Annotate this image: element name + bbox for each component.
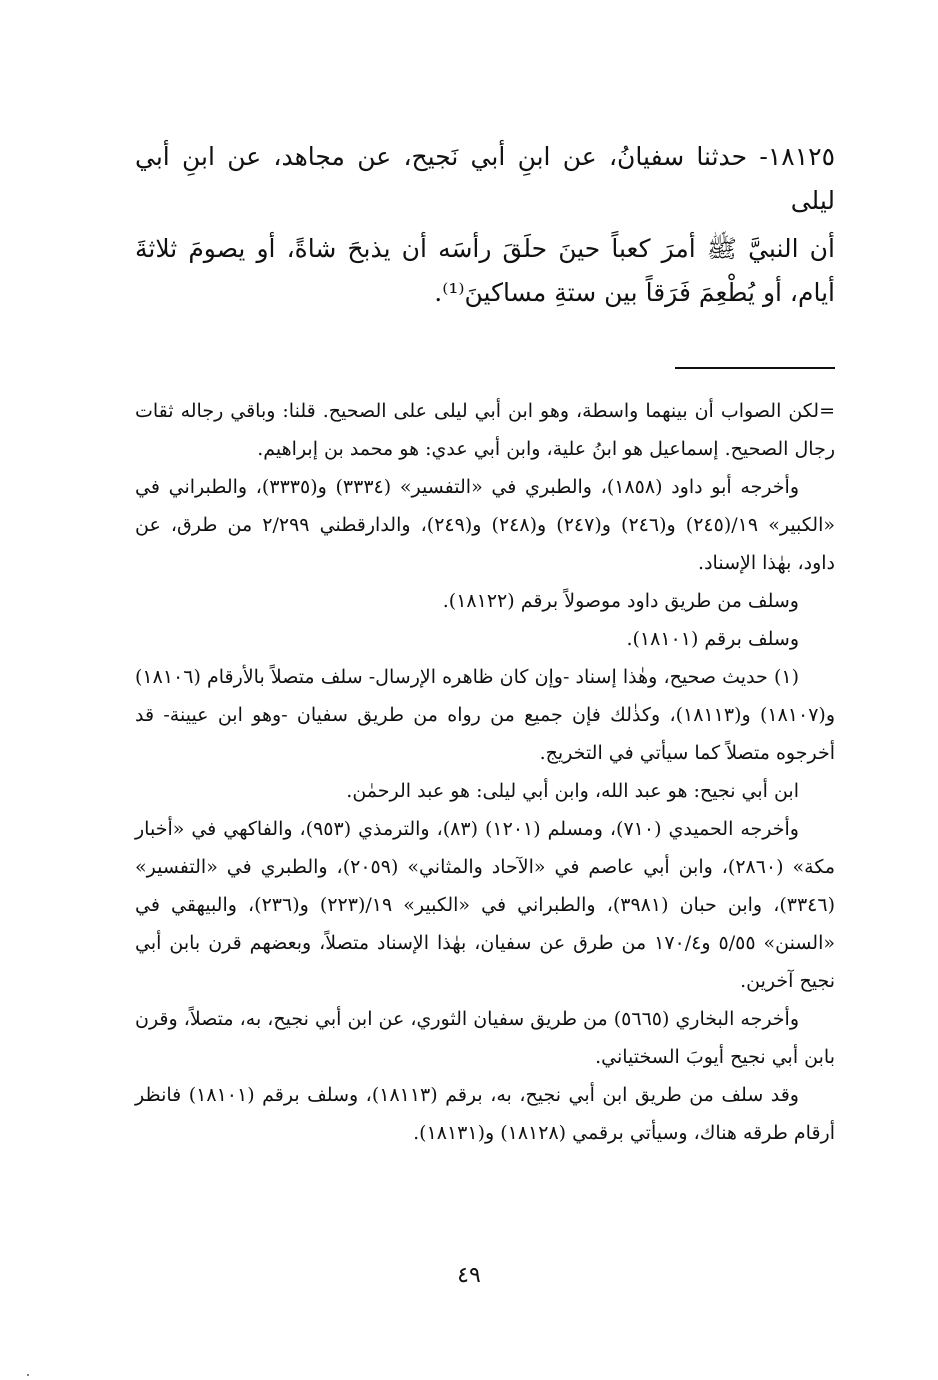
footnote-paragraph: وأخرجه أبو داود (١٨٥٨)، والطبري في «التفسير» (٣٣٣٤) و(٣٣٣٥)، والطبراني في «الكبير» ١٩/(٢٤٥) و(٢٤٦) و(٢٤٧) و(٢٤٨) و(٢٤٩)، والدارقطني ٢/٢٩٩ من طرق، عن داود، بهٰذا الإسناد. [135,476,835,574]
footnote-paragraph: ابن أبي نجيح: هو عبد الله، وابن أبي ليلى: هو عبد الرحمٰن. [346,780,799,802]
footnote-separator [675,367,835,369]
footnote-paragraph: وقد سلف من طريق ابن أبي نجيح، به، برقم (١٨١١٣)، وسلف برقم (١٨١٠١) فانظر أرقام طرقه هناك، وسيأتي برقمي (١٨١٢٨) و(١٨١٣١). [135,1084,835,1144]
footnote-paragraph: وسلف من طريق داود موصولاً برقم (١٨١٢٢). [442,590,799,612]
hadith-text: أن النبيَّ ﷺ أمرَ كعباً حينَ حلَقَ رأسَه أن يذبحَ شاةً، أو يصومَ ثلاثةَ أيام، أو يُطْعِمَ فَرَقاً بين ستةِ مساكينَ⁽¹⁾. [135,234,835,307]
main-text [135,135,835,315]
footnote-paragraph: وأخرجه الحميدي (٧١٠)، ومسلم (١٢٠١) (٨٣)، والترمذي (٩٥٣)، والفاكهي في «أخبار مكة» (٢٨٦٠)، وابن أبي عاصم في «الآحاد والمثاني» (٢٠٥٩)، والطبري في «التفسير» (٣٣٤٦)، وابن حبان (٣٩٨١)، والطبراني في «الكبير» ١٩/(٢٢٣) و(٢٣٦)، والبيهقي في «السنن» ٥/٥٥ و١٧٠/٤ من طرق عن سفيان، بهٰذا الإسناد متصلاً، وبعضهم قرن بابن أبي نجيح آخرين. [135,818,835,992]
scan-speck [27,1374,29,1376]
footnote-1: (١) حديث صحيح، وهٰذا إسناد -وإن كان ظاهره الإرسال- سلف متصلاً بالأرقام (١٨١٠٦) و(١٨١٠٧) و(١٨١١٣)، وكذٰلك فإن جميع من رواه من طريق سفيان -وهو ابن عيينة- قد أخرجوه متصلاً كما سيأتي في التخريج. [135,666,836,764]
footnotes [135,392,835,1152]
page-number: ٤٩ [457,1263,481,1288]
footnote-continuation: =لكن الصواب أن بينهما واسطة، وهو ابن أبي ليلى على الصحيح. قلنا: وباقي رجاله ثقات رجال الصحيح. إسماعيل هو ابنُ علية، وابن أبي عدي: هو محمد بن إبراهيم. [135,400,835,460]
footnote-paragraph: وأخرجه البخاري (٥٦٦٥) من طريق سفيان الثوري، عن ابن أبي نجيح، به، متصلاً، وقرن بابن أبي نجيح أيوبَ السختياني. [135,1008,835,1068]
hadith-isnad: ١٨١٢٥- حدثنا سفيانُ، عن ابنِ أبي نَجيح، عن مجاهد، عن ابنِ أبي ليلى [135,142,835,215]
footnote-paragraph: وسلف برقم (١٨١٠١). [626,628,799,650]
